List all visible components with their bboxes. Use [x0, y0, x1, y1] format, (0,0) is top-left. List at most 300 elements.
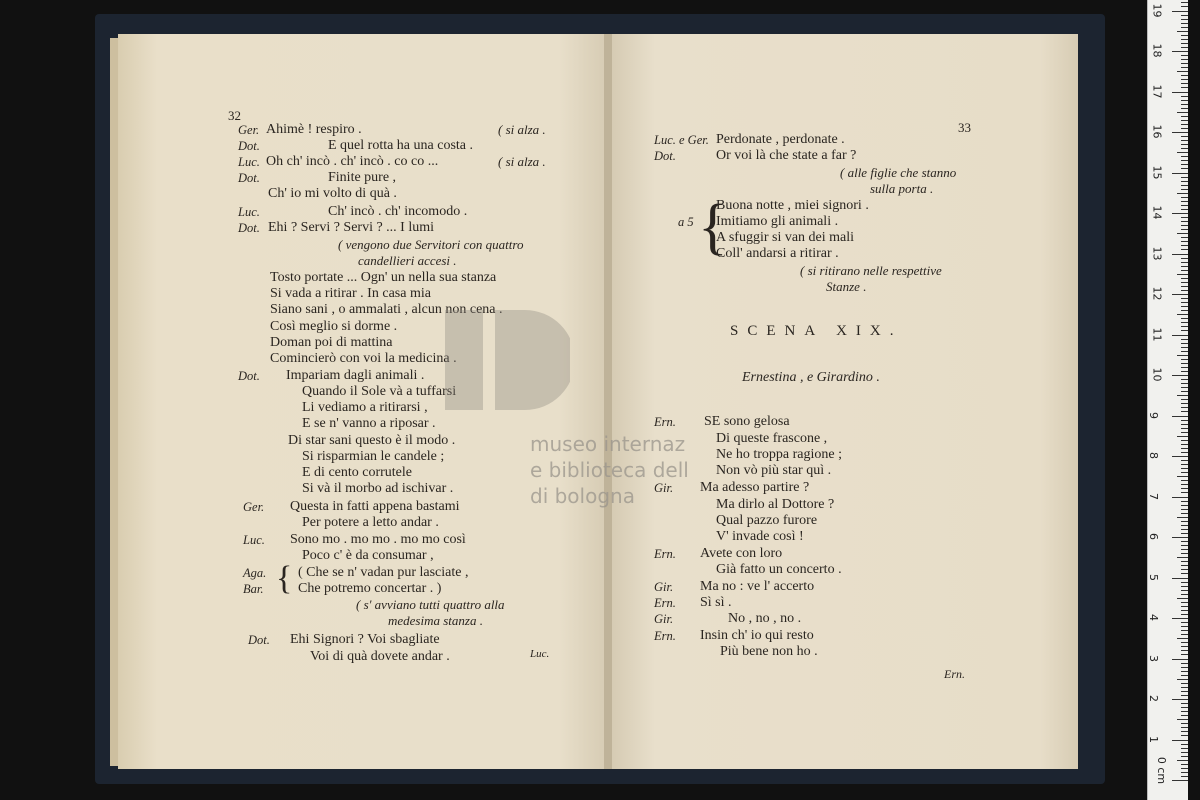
ruler-tick: [1177, 233, 1188, 234]
speaker-label: Bar.: [243, 582, 264, 596]
verse-line: E di cento corrutele: [302, 465, 413, 480]
ruler-tick: [1181, 322, 1188, 323]
ruler-tick: [1181, 245, 1188, 246]
ruler-tick: [1181, 39, 1188, 40]
ruler-tick: [1177, 355, 1188, 356]
ruler-number: 7: [1147, 492, 1160, 500]
measurement-ruler: [1147, 0, 1188, 800]
verse-line: Oh ch' incò . ch' incò . co co ...: [266, 154, 439, 169]
ruler-tick: [1181, 569, 1188, 570]
book-gutter: [604, 34, 612, 769]
ruler-tick: [1181, 488, 1188, 489]
verse-line: Di star sani questo è il modo .: [288, 433, 456, 448]
ruler-tick: [1181, 59, 1188, 60]
ruler-tick: [1181, 448, 1188, 449]
ruler-number: 18: [1150, 43, 1164, 58]
speaker-label: Luc.: [238, 155, 260, 169]
ruler-tick: [1181, 594, 1188, 595]
verse-line: ( alle figlie che stanno: [840, 165, 957, 180]
ruler-tick: [1181, 79, 1188, 80]
ruler-tick: [1181, 695, 1188, 696]
verse-line: Comincierò con voi la medicina .: [270, 351, 457, 366]
verse-line: Insin ch' io qui resto: [700, 628, 814, 643]
ruler-tick: [1181, 424, 1188, 425]
ruler-tick: [1181, 610, 1188, 611]
ruler-tick: [1172, 11, 1188, 12]
ruler-tick: [1177, 517, 1188, 518]
ruler-tick: [1181, 27, 1188, 28]
ruler-tick: [1181, 602, 1188, 603]
ruler-tick: [1181, 181, 1188, 182]
ruler-tick: [1181, 225, 1188, 226]
ruler-tick: [1181, 63, 1188, 64]
ruler-tick: [1181, 347, 1188, 348]
speaker-label: Dot.: [248, 633, 270, 647]
ruler-tick: [1181, 343, 1188, 344]
ruler-number: 8: [1147, 452, 1160, 459]
verse-line: Ch' incò . ch' incomodo .: [328, 204, 468, 219]
verse-line: sulla porta .: [870, 181, 934, 196]
ruler-tick: [1181, 185, 1188, 186]
ruler-tick: [1181, 403, 1188, 404]
ruler-tick: [1181, 752, 1188, 753]
verse-line: Ne ho troppa ragione ;: [716, 447, 842, 462]
ruler-tick: [1181, 266, 1188, 267]
ruler-tick: [1181, 634, 1188, 635]
verse-line: Si vada a ritirar . In casa mia: [270, 286, 431, 301]
ruler-tick: [1181, 772, 1188, 773]
verse-line: Si risparmian le candele ;: [302, 449, 445, 464]
ruler-tick: [1181, 428, 1188, 429]
ruler-tick: [1172, 578, 1188, 579]
verse-line: Ehi ? Servi ? Servi ? ... I lumi: [268, 220, 435, 235]
ruler-tick: [1172, 173, 1188, 174]
ruler-tick: [1172, 92, 1188, 93]
ruler-number: 12: [1150, 286, 1164, 301]
scene-characters: Ernestina , e Girardino .: [742, 370, 880, 385]
ruler-number: 2: [1147, 695, 1160, 702]
ruler-tick: [1181, 15, 1188, 16]
verse-line: Sì sì .: [700, 595, 732, 610]
ruler-tick: [1181, 270, 1188, 271]
watermark-text-3: di bologna: [530, 484, 635, 508]
ruler-tick: [1177, 274, 1188, 275]
ruler-tick: [1181, 691, 1188, 692]
ruler-tick: [1181, 326, 1188, 327]
ruler-number: 6: [1147, 533, 1160, 540]
ruler-tick: [1181, 318, 1188, 319]
ruler-tick: [1181, 286, 1188, 287]
ruler-tick: [1181, 703, 1188, 704]
ruler-tick: [1181, 128, 1188, 129]
ruler-tick: [1181, 189, 1188, 190]
ruler-tick: [1181, 529, 1188, 530]
ruler-tick: [1181, 87, 1188, 88]
scene-heading: SCENA XIX.: [730, 323, 903, 339]
ruler-tick: [1181, 383, 1188, 384]
ruler-tick: [1181, 302, 1188, 303]
ruler-tick: [1181, 731, 1188, 732]
ruler-tick: [1177, 719, 1188, 720]
ruler-tick: [1181, 776, 1188, 777]
ruler-tick: [1181, 460, 1188, 461]
ruler-tick: [1181, 582, 1188, 583]
ruler-tick: [1181, 6, 1188, 7]
ruler-tick: [1181, 43, 1188, 44]
ruler-tick: [1177, 31, 1188, 32]
verse-line: V' invade così !: [716, 529, 804, 544]
ruler-tick: [1181, 513, 1188, 514]
stage-direction: ( si alza .: [498, 154, 546, 169]
ruler-tick: [1181, 217, 1188, 218]
speaker-label: Dot.: [238, 369, 260, 383]
ruler-tick: [1172, 659, 1188, 660]
verse-line: Ma adesso partire ?: [700, 480, 810, 495]
ruler-tick: [1181, 630, 1188, 631]
ruler-tick: [1181, 687, 1188, 688]
ruler-tick: [1181, 35, 1188, 36]
speaker-label: Luc.: [238, 205, 260, 219]
ruler-tick: [1181, 177, 1188, 178]
ruler-number: 1: [1147, 735, 1160, 743]
ruler-tick: [1181, 748, 1188, 749]
ruler-tick: [1181, 715, 1188, 716]
verse-line: Che potremo concertar . ): [298, 581, 442, 596]
ruler-tick: [1177, 314, 1188, 315]
speaker-label: Dot.: [238, 221, 260, 235]
ruler-number: 16: [1150, 124, 1164, 139]
speaker-label: Luc.: [243, 533, 265, 547]
ruler-tick: [1181, 683, 1188, 684]
ruler-tick: [1181, 444, 1188, 445]
verse-line: Così meglio si dorme .: [270, 319, 398, 334]
ruler-tick: [1181, 505, 1188, 506]
ruler-tick: [1172, 537, 1188, 538]
ruler-tick: [1172, 740, 1188, 741]
ruler-tick: [1181, 391, 1188, 392]
verse-line: Ma no : ve l' accerto: [700, 579, 815, 594]
ruler-tick: [1181, 23, 1188, 24]
ruler-tick: [1181, 561, 1188, 562]
ruler-tick: [1181, 140, 1188, 141]
speaker-label: Ger.: [243, 500, 265, 514]
ruler-tick: [1181, 480, 1188, 481]
speaker-label: Gir.: [654, 481, 674, 495]
verse-line: Ehi Signori ? Voi sbagliate: [290, 632, 440, 647]
ruler-tick: [1181, 735, 1188, 736]
ruler-tick: [1181, 367, 1188, 368]
ruler-tick: [1181, 650, 1188, 651]
ruler-tick: [1181, 764, 1188, 765]
ruler-tick: [1181, 545, 1188, 546]
verse-line: Non vò più star quì .: [716, 463, 832, 478]
ruler-number: 14: [1150, 205, 1164, 220]
ruler-tick: [1172, 132, 1188, 133]
ruler-number: 5: [1147, 573, 1160, 581]
ruler-tick: [1181, 768, 1188, 769]
verse-line: candellieri accesi .: [358, 253, 457, 268]
ruler-tick: [1181, 278, 1188, 279]
verse-line: Coll' andarsi a ritirar .: [716, 246, 839, 261]
ruler-unit-label: 0 cm: [1155, 756, 1169, 785]
ruler-tick: [1181, 707, 1188, 708]
speaker-label: Ern.: [654, 415, 676, 429]
verse-line: Si và il morbo ad ischivar .: [302, 481, 454, 496]
ruler-tick: [1181, 67, 1188, 68]
ruler-tick: [1181, 47, 1188, 48]
speaker-label: Luc. e Ger.: [654, 133, 709, 147]
ruler-tick: [1181, 241, 1188, 242]
museum-logo-watermark: [440, 300, 570, 420]
ruler-tick: [1181, 359, 1188, 360]
ruler-tick: [1172, 416, 1188, 417]
ruler-tick: [1181, 83, 1188, 84]
speaker-label: Ern.: [654, 629, 676, 643]
speaker-label: Dot.: [238, 139, 260, 153]
ruler-tick: [1181, 363, 1188, 364]
verse-line: No , no , no .: [728, 611, 802, 626]
ruler-tick: [1181, 411, 1188, 412]
ruler-tick: [1172, 618, 1188, 619]
verse-line: Voi di quà dovete andar .: [310, 649, 450, 664]
ruler-tick: [1181, 671, 1188, 672]
ruler-tick: [1181, 156, 1188, 157]
ruler-tick: [1181, 541, 1188, 542]
speaker-label: Dot.: [238, 171, 260, 185]
ruler-tick: [1177, 71, 1188, 72]
ruler-tick: [1181, 168, 1188, 169]
ruler-number: 15: [1150, 165, 1164, 179]
ruler-tick: [1172, 699, 1188, 700]
ruler-tick: [1181, 472, 1188, 473]
verse-line: Di queste frascone ,: [716, 431, 828, 446]
verse-line: Or voi là che state a far ?: [716, 148, 857, 163]
verse-line: A sfuggir si van dei mali: [716, 230, 855, 245]
ruler-tick: [1181, 464, 1188, 465]
ruler-tick: [1172, 456, 1188, 457]
verse-line: ( Che se n' vadan pur lasciate ,: [298, 565, 469, 580]
ruler-tick: [1181, 371, 1188, 372]
ruler-tick: [1181, 565, 1188, 566]
ruler-tick: [1172, 254, 1188, 255]
stage-direction: ( si alza .: [498, 122, 546, 137]
verse-line: Tosto portate ... Ogn' un nella sua stanza: [270, 270, 497, 285]
verse-line: Finite pure ,: [328, 170, 397, 185]
ruler-tick: [1181, 711, 1188, 712]
ruler-tick: [1177, 112, 1188, 113]
ruler-tick: [1172, 51, 1188, 52]
speaker-label: Dot.: [654, 149, 676, 163]
ruler-tick: [1177, 760, 1188, 761]
ruler-tick: [1181, 553, 1188, 554]
verse-line: Stanze .: [826, 279, 867, 294]
ruler-tick: [1181, 501, 1188, 502]
ruler-tick: [1172, 335, 1188, 336]
ruler-tick: [1181, 642, 1188, 643]
ruler-tick: [1172, 780, 1188, 781]
ruler-tick: [1181, 237, 1188, 238]
ruler-tick: [1181, 164, 1188, 165]
ruler-tick: [1181, 310, 1188, 311]
ruler-tick: [1177, 152, 1188, 153]
ruler-tick: [1181, 509, 1188, 510]
verse-line: Poco c' è da consumar ,: [302, 548, 434, 563]
verse-line: ( vengono due Servitori con quattro: [338, 237, 524, 252]
ruler-number: 4: [1147, 614, 1160, 621]
ruler-tick: [1172, 213, 1188, 214]
ruler-tick: [1181, 440, 1188, 441]
ruler-tick: [1181, 306, 1188, 307]
ruler-tick: [1181, 744, 1188, 745]
ruler-tick: [1181, 124, 1188, 125]
ruler-tick: [1181, 100, 1188, 101]
ruler-tick: [1181, 201, 1188, 202]
ruler-tick: [1181, 675, 1188, 676]
ruler-tick: [1181, 626, 1188, 627]
catchword: Ern.: [944, 667, 965, 681]
ruler-number: 11: [1150, 327, 1164, 341]
verse-line: Li vediamo a ritirarsi ,: [302, 400, 428, 415]
verse-line: Sono mo . mo mo . mo mo così: [290, 532, 466, 547]
brace: {: [698, 193, 728, 261]
ruler-tick: [1181, 492, 1188, 493]
ruler-tick: [1181, 533, 1188, 534]
speaker-label: Aga.: [243, 566, 267, 580]
verse-line: Questa in fatti appena bastami: [290, 499, 460, 514]
ruler-tick: [1181, 116, 1188, 117]
watermark-text-2: e biblioteca dell: [530, 458, 689, 482]
ruler-tick: [1181, 573, 1188, 574]
ruler-tick: [1181, 663, 1188, 664]
ruler-tick: [1181, 209, 1188, 210]
ruler-tick: [1181, 205, 1188, 206]
verse-line: ( si ritirano nelle respettive: [800, 263, 942, 278]
ruler-tick: [1177, 476, 1188, 477]
speaker-label: Gir.: [654, 580, 674, 594]
ruler-tick: [1181, 197, 1188, 198]
ruler-tick: [1181, 144, 1188, 145]
verse-line: Ch' io mi volto di quà .: [268, 186, 397, 201]
verse-line: Per potere a letto andar .: [302, 515, 439, 530]
ruler-tick: [1181, 521, 1188, 522]
verse-line: Perdonate , perdonate .: [716, 132, 845, 147]
ruler-tick: [1181, 96, 1188, 97]
ruler-tick: [1181, 160, 1188, 161]
ruler-tick: [1181, 229, 1188, 230]
ruler-tick: [1181, 723, 1188, 724]
ruler-number: 10: [1150, 367, 1164, 382]
ruler-tick: [1181, 452, 1188, 453]
ruler-tick: [1181, 646, 1188, 647]
speaker-label: a 5: [678, 215, 694, 229]
ruler-tick: [1181, 2, 1188, 3]
ruler-tick: [1181, 148, 1188, 149]
ruler-tick: [1181, 120, 1188, 121]
ruler-tick: [1181, 249, 1188, 250]
ruler-tick: [1181, 614, 1188, 615]
ruler-tick: [1181, 19, 1188, 20]
ruler-tick: [1181, 282, 1188, 283]
ruler-tick: [1177, 598, 1188, 599]
verse-line: ( s' avviano tutti quattro alla: [356, 597, 505, 612]
ruler-tick: [1181, 290, 1188, 291]
ruler-number: 19: [1150, 3, 1164, 17]
verse-line: E se n' vanno a riposar .: [302, 416, 436, 431]
speaker-label: Gir.: [654, 612, 674, 626]
ruler-tick: [1181, 407, 1188, 408]
ruler-tick: [1181, 420, 1188, 421]
ruler-tick: [1181, 590, 1188, 591]
verse-line: E quel rotta ha una costa .: [328, 138, 474, 153]
ruler-number: 13: [1150, 246, 1164, 260]
verse-line: Ahimè ! respiro .: [266, 122, 362, 137]
speaker-label: Ger.: [238, 123, 260, 137]
ruler-tick: [1177, 557, 1188, 558]
ruler-tick: [1181, 136, 1188, 137]
verse-line: medesima stanza .: [388, 613, 483, 628]
verse-line: Quando il Sole và a tuffarsi: [302, 384, 457, 399]
ruler-tick: [1181, 432, 1188, 433]
verse-line: Imitiamo gli animali .: [716, 214, 839, 229]
verse-line: SE sono gelosa: [704, 414, 790, 429]
ruler-tick: [1181, 399, 1188, 400]
ruler-tick: [1181, 468, 1188, 469]
ruler-tick: [1181, 622, 1188, 623]
ruler-tick: [1181, 525, 1188, 526]
ruler-tick: [1177, 395, 1188, 396]
ruler-tick: [1181, 75, 1188, 76]
verse-line: Già fatto un concerto .: [716, 562, 842, 577]
ruler-tick: [1177, 193, 1188, 194]
ruler-number: 3: [1147, 654, 1160, 662]
ruler-tick: [1181, 379, 1188, 380]
page-number: 33: [958, 120, 971, 135]
ruler-tick: [1181, 549, 1188, 550]
brace: {: [276, 560, 293, 597]
right-page: [608, 34, 1078, 769]
ruler-tick: [1181, 108, 1188, 109]
ruler-tick: [1172, 375, 1188, 376]
ruler-tick: [1181, 339, 1188, 340]
watermark-text-1: museo internaz: [530, 432, 686, 456]
ruler-tick: [1181, 667, 1188, 668]
speaker-label: Ern.: [654, 596, 676, 610]
verse-line: Qual pazzo furore: [716, 513, 818, 528]
ruler-tick: [1181, 387, 1188, 388]
ruler-tick: [1181, 221, 1188, 222]
ruler-tick: [1181, 606, 1188, 607]
ruler-tick: [1181, 262, 1188, 263]
verse-line: Buona notte , miei signori .: [716, 198, 869, 213]
ruler-tick: [1181, 727, 1188, 728]
ruler-tick: [1177, 679, 1188, 680]
verse-line: Impariam dagli animali .: [286, 368, 425, 383]
speaker-label: Ern.: [654, 547, 676, 561]
ruler-tick: [1177, 436, 1188, 437]
ruler-tick: [1181, 484, 1188, 485]
ruler-tick: [1177, 638, 1188, 639]
verse-line: Siano sani , o ammalati , alcun non cena .: [270, 302, 503, 317]
catchword: Luc.: [530, 648, 550, 660]
verse-line: Doman poi di mattina: [270, 335, 393, 350]
ruler-tick: [1181, 298, 1188, 299]
ruler-tick: [1172, 497, 1188, 498]
ruler-number: 9: [1147, 411, 1160, 419]
ruler-tick: [1181, 654, 1188, 655]
ruler-tick: [1181, 55, 1188, 56]
ruler-tick: [1181, 258, 1188, 259]
ruler-tick: [1172, 294, 1188, 295]
